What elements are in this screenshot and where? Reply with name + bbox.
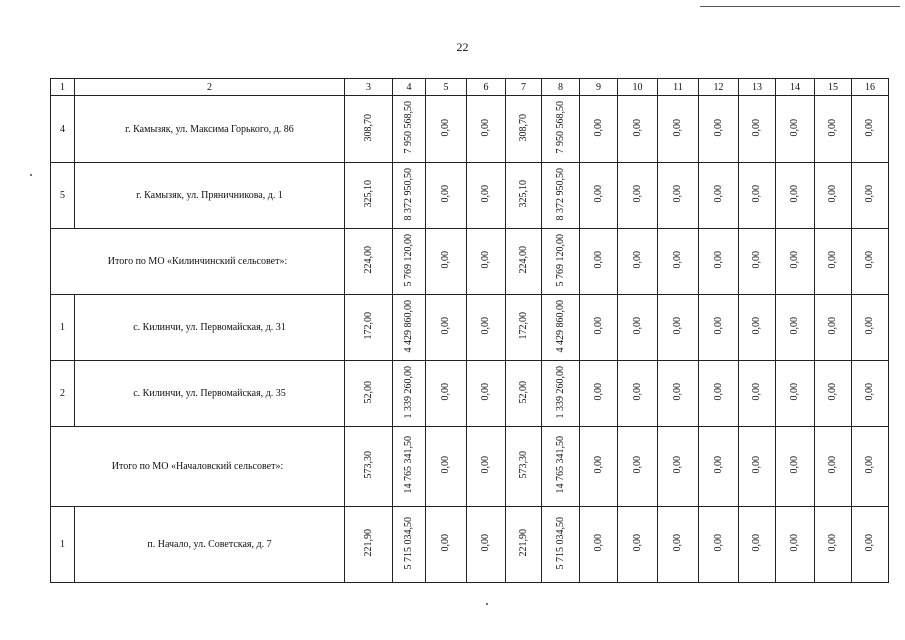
value-cell: [852, 507, 889, 583]
value-text: 325,10: [517, 180, 529, 208]
value-cell: [542, 427, 580, 507]
address-cell: с. Килинчи, ул. Первомайская, д. 31: [75, 295, 345, 361]
value-text: 0,00: [712, 251, 724, 269]
value-cell: [393, 361, 426, 427]
value-text: 0,00: [751, 251, 762, 269]
value-text: 0,00: [672, 534, 683, 552]
value-cell: [815, 295, 852, 361]
value-text: 0,00: [480, 185, 491, 203]
value-text: 172,00: [362, 312, 374, 340]
value-text: 0,00: [827, 118, 838, 137]
value-text: 0,00: [864, 251, 875, 269]
value-cell: [618, 163, 658, 229]
value-cell: [699, 361, 739, 427]
column-header: 2: [75, 79, 345, 96]
total-label: Итого по МО «Килинчинский сельсовет»:: [51, 229, 345, 295]
value-text: 0,00: [440, 534, 451, 552]
value-cell: [426, 229, 467, 295]
value-text: 1 339 260,00: [403, 365, 414, 419]
value-cell: [739, 163, 776, 229]
value-text: 4 429 860,00: [554, 299, 566, 353]
value-text: 0,00: [672, 383, 683, 401]
value-cell: [776, 295, 815, 361]
value-text: 0,00: [789, 317, 800, 335]
value-cell: [618, 427, 658, 507]
value-text: 0,00: [672, 317, 683, 335]
value-text: 0,00: [751, 383, 762, 401]
value-cell: [393, 507, 426, 583]
value-cell: [815, 163, 852, 229]
address-cell: с. Килинчи, ул. Первомайская, д. 35: [75, 361, 345, 427]
value-cell: [345, 96, 393, 163]
value-cell: [393, 295, 426, 361]
value-text: 0,00: [592, 185, 604, 203]
value-text: 0,00: [712, 185, 724, 203]
value-cell: [852, 163, 889, 229]
value-text: 221,90: [517, 529, 529, 557]
value-text: 0,00: [440, 383, 451, 401]
address-cell: г. Камызяк, ул. Пряничникова, д. 1: [75, 163, 345, 229]
header-row: [51, 79, 889, 96]
value-cell: [345, 427, 393, 507]
value-text: 0,00: [751, 317, 762, 335]
value-cell: [852, 229, 889, 295]
value-cell: [658, 427, 699, 507]
value-text: 224,00: [362, 246, 374, 274]
value-cell: [506, 96, 542, 163]
value-text: 0,00: [712, 383, 724, 401]
value-text: 0,00: [440, 317, 451, 335]
value-text: 0,00: [672, 456, 683, 474]
address-cell: п. Начало, ул. Советская, д. 7: [75, 507, 345, 583]
value-cell: [776, 163, 815, 229]
value-text: 0,00: [864, 118, 875, 137]
value-text: 0,00: [864, 456, 875, 474]
value-text: 0,00: [712, 456, 724, 474]
value-cell: [506, 361, 542, 427]
value-cell: [506, 427, 542, 507]
value-text: 0,00: [827, 185, 838, 203]
value-cell: [699, 229, 739, 295]
value-text: 0,00: [631, 383, 643, 401]
value-text: 224,00: [517, 246, 529, 274]
row-number: 5: [51, 163, 75, 229]
value-cell: [426, 361, 467, 427]
value-text: 0,00: [592, 118, 604, 137]
value-text: 0,00: [751, 534, 762, 552]
value-cell: [699, 96, 739, 163]
value-text: 0,00: [480, 118, 491, 137]
column-header: 5: [426, 79, 467, 96]
value-text: 0,00: [864, 383, 875, 401]
value-text: 0,00: [631, 185, 643, 203]
value-text: 4 429 860,00: [403, 299, 414, 353]
value-cell: [658, 96, 699, 163]
value-text: 172,00: [517, 312, 529, 340]
value-text: 8 372 950,50: [554, 167, 566, 221]
value-cell: [580, 361, 618, 427]
value-text: 8 372 950,50: [403, 167, 414, 221]
value-cell: [739, 229, 776, 295]
value-text: 0,00: [592, 383, 604, 401]
value-cell: [580, 96, 618, 163]
value-cell: [467, 427, 506, 507]
value-text: 0,00: [592, 251, 604, 269]
value-cell: [815, 507, 852, 583]
value-cell: [506, 229, 542, 295]
value-text: 0,00: [440, 185, 451, 203]
housing-table: [50, 78, 889, 583]
column-header: 8: [542, 79, 580, 96]
value-text: 14 765 341,50: [554, 436, 566, 494]
value-text: 0,00: [592, 534, 604, 552]
column-header: 11: [658, 79, 699, 96]
value-cell: [580, 229, 618, 295]
value-cell: [658, 295, 699, 361]
table-body: [51, 79, 889, 583]
value-text: 7 950 568,50: [554, 101, 566, 154]
value-text: 308,70: [517, 113, 529, 142]
value-cell: [739, 96, 776, 163]
value-cell: [618, 361, 658, 427]
value-text: 0,00: [440, 118, 451, 137]
value-text: 0,00: [789, 118, 800, 137]
value-cell: [699, 163, 739, 229]
column-header: 13: [739, 79, 776, 96]
value-cell: [658, 361, 699, 427]
value-cell: [580, 163, 618, 229]
value-text: 0,00: [789, 251, 800, 269]
value-text: 0,00: [672, 251, 683, 269]
value-text: 7 950 568,50: [403, 101, 414, 154]
table-row: [51, 295, 889, 361]
value-cell: [699, 427, 739, 507]
table-row: [51, 507, 889, 583]
value-text: 0,00: [864, 317, 875, 335]
value-text: 0,00: [672, 118, 683, 137]
value-cell: [345, 229, 393, 295]
value-text: 5 769 120,00: [554, 233, 566, 287]
row-number: 1: [51, 295, 75, 361]
value-text: 0,00: [672, 185, 683, 203]
value-cell: [815, 427, 852, 507]
value-cell: [618, 295, 658, 361]
value-text: 14 765 341,50: [403, 436, 414, 494]
column-header: 7: [506, 79, 542, 96]
value-text: 573,30: [362, 451, 374, 479]
value-cell: [345, 163, 393, 229]
value-text: 0,00: [827, 456, 838, 474]
value-text: 5 769 120,00: [403, 233, 414, 287]
table-row: [51, 96, 889, 163]
scan-speck: [30, 174, 32, 176]
value-cell: [542, 96, 580, 163]
value-text: 0,00: [480, 456, 491, 474]
value-cell: [739, 295, 776, 361]
value-cell: [542, 361, 580, 427]
value-cell: [815, 229, 852, 295]
table-row: [51, 361, 889, 427]
value-text: 0,00: [827, 251, 838, 269]
value-text: 52,00: [517, 380, 529, 404]
value-cell: [776, 427, 815, 507]
value-text: 221,90: [362, 529, 374, 557]
value-text: 325,10: [362, 180, 374, 208]
value-text: 0,00: [440, 456, 451, 474]
column-header: 3: [345, 79, 393, 96]
value-text: 573,30: [517, 451, 529, 479]
value-text: 0,00: [751, 118, 762, 137]
value-cell: [852, 361, 889, 427]
value-text: 0,00: [712, 534, 724, 552]
value-text: 0,00: [789, 383, 800, 401]
value-cell: [580, 507, 618, 583]
row-number: 2: [51, 361, 75, 427]
value-text: 308,70: [362, 113, 374, 142]
value-text: 0,00: [480, 534, 491, 552]
value-cell: [776, 507, 815, 583]
value-cell: [699, 507, 739, 583]
value-text: 0,00: [751, 185, 762, 203]
column-header: 1: [51, 79, 75, 96]
value-cell: [658, 507, 699, 583]
column-header: 10: [618, 79, 658, 96]
value-cell: [467, 96, 506, 163]
value-text: 0,00: [827, 383, 838, 401]
value-cell: [580, 295, 618, 361]
value-cell: [467, 361, 506, 427]
value-cell: [345, 507, 393, 583]
value-cell: [426, 427, 467, 507]
value-cell: [345, 361, 393, 427]
value-cell: [393, 163, 426, 229]
column-header: 14: [776, 79, 815, 96]
value-cell: [776, 229, 815, 295]
value-cell: [542, 507, 580, 583]
value-cell: [815, 96, 852, 163]
value-text: 52,00: [362, 380, 374, 404]
value-text: 0,00: [827, 317, 838, 335]
table-row: [51, 163, 889, 229]
scan-speck: [486, 603, 488, 605]
value-cell: [393, 427, 426, 507]
value-cell: [542, 229, 580, 295]
column-header: 9: [580, 79, 618, 96]
value-text: 0,00: [631, 534, 643, 552]
value-text: 0,00: [827, 534, 838, 552]
value-cell: [852, 96, 889, 163]
value-cell: [618, 507, 658, 583]
value-text: 0,00: [480, 383, 491, 401]
value-text: 0,00: [592, 317, 604, 335]
value-cell: [776, 96, 815, 163]
value-cell: [580, 427, 618, 507]
value-cell: [426, 295, 467, 361]
column-header: 6: [467, 79, 506, 96]
value-cell: [426, 507, 467, 583]
value-cell: [393, 229, 426, 295]
value-cell: [426, 96, 467, 163]
total-row: [51, 229, 889, 295]
value-cell: [618, 96, 658, 163]
value-text: 0,00: [631, 118, 643, 137]
value-text: 0,00: [631, 251, 643, 269]
value-cell: [467, 295, 506, 361]
value-text: 0,00: [480, 317, 491, 335]
value-text: 0,00: [712, 118, 724, 137]
value-cell: [815, 361, 852, 427]
total-row: [51, 427, 889, 507]
value-cell: [658, 229, 699, 295]
value-cell: [345, 295, 393, 361]
value-text: 1 339 260,00: [554, 365, 566, 419]
value-text: 0,00: [864, 185, 875, 203]
value-text: 0,00: [789, 534, 800, 552]
value-cell: [739, 427, 776, 507]
value-text: 5 715 034,50: [403, 516, 414, 570]
row-number: 4: [51, 96, 75, 163]
value-cell: [467, 163, 506, 229]
value-text: 0,00: [751, 456, 762, 474]
value-cell: [506, 295, 542, 361]
address-cell: г. Камызяк, ул. Максима Горького, д. 86: [75, 96, 345, 163]
column-header: 4: [393, 79, 426, 96]
value-text: 0,00: [440, 251, 451, 269]
value-cell: [699, 295, 739, 361]
value-text: 0,00: [712, 317, 724, 335]
value-cell: [467, 229, 506, 295]
value-cell: [506, 163, 542, 229]
top-rule: [700, 6, 900, 7]
value-cell: [852, 427, 889, 507]
value-cell: [852, 295, 889, 361]
value-cell: [542, 163, 580, 229]
column-header: 16: [852, 79, 889, 96]
page-number: 22: [456, 40, 469, 54]
value-cell: [467, 507, 506, 583]
value-text: 0,00: [789, 185, 800, 203]
value-text: 0,00: [592, 456, 604, 474]
value-cell: [658, 163, 699, 229]
column-header: 12: [699, 79, 739, 96]
value-cell: [506, 507, 542, 583]
value-text: 0,00: [789, 456, 800, 474]
total-label: Итого по МО «Началовский сельсовет»:: [51, 427, 345, 507]
row-number: 1: [51, 507, 75, 583]
value-cell: [542, 295, 580, 361]
value-text: 0,00: [631, 456, 643, 474]
value-text: 5 715 034,50: [554, 516, 566, 570]
value-text: 0,00: [864, 534, 875, 552]
value-cell: [393, 96, 426, 163]
value-cell: [776, 361, 815, 427]
column-header: 15: [815, 79, 852, 96]
value-text: 0,00: [480, 251, 491, 269]
value-cell: [739, 361, 776, 427]
value-cell: [618, 229, 658, 295]
value-cell: [739, 507, 776, 583]
value-text: 0,00: [631, 317, 643, 335]
value-cell: [426, 163, 467, 229]
